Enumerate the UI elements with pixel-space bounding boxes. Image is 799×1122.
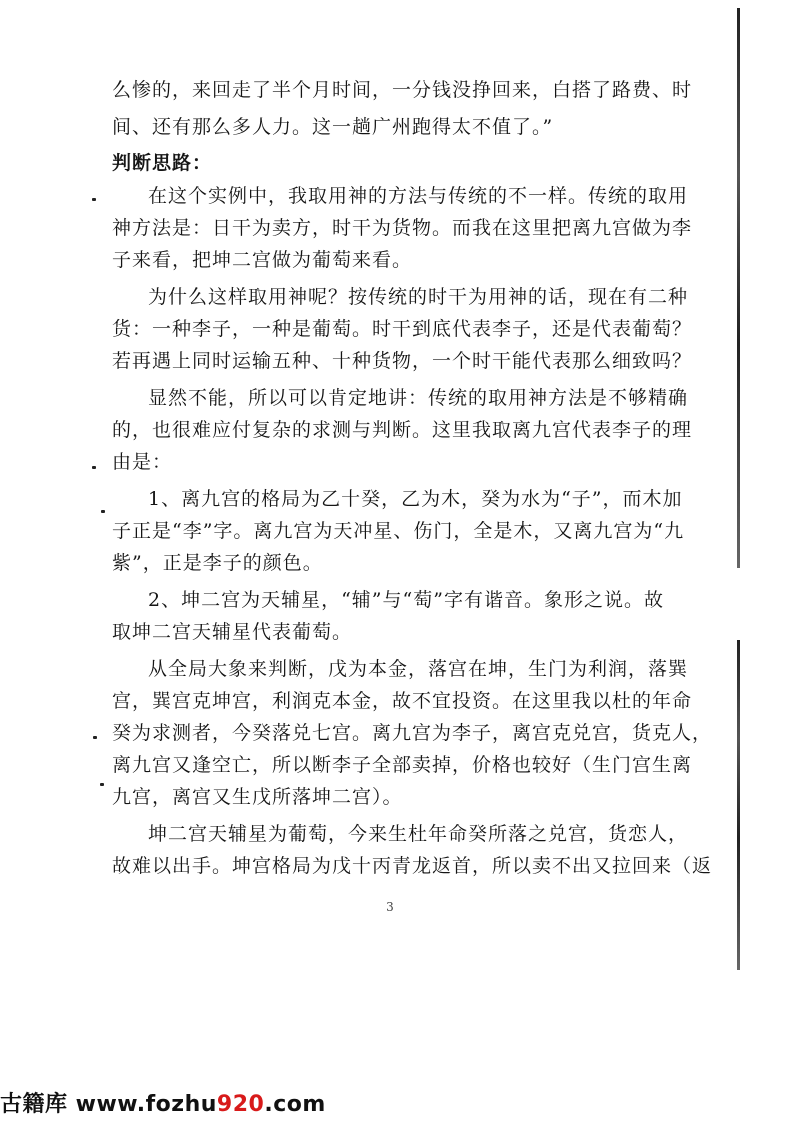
text-line: 的，也很难应付复杂的求测与判断。这里我取离九宫代表李子的理: [112, 419, 693, 441]
text-line: 宫，巽宫克坤宫，利润克本金，故不宜投资。在这里我以杜的年命: [112, 690, 693, 712]
paragraph-start: 显然不能，所以可以肯定地讲：传统的取用神方法是不够精确: [148, 387, 689, 409]
text-line: 子正是“李”字。离九宫为天冲星、伤门，全是木，又离九宫为“九: [112, 520, 685, 542]
text-line: 若再遇上同时运输五种、十种货物，一个时干能代表那么细致吗？: [112, 350, 693, 372]
text-line: 取坤二宫天辅星代表葡萄。: [112, 621, 353, 643]
watermark-suffix: .com: [264, 1092, 326, 1117]
text-line: 故难以出手。坤宫格局为戊十丙青龙返首，所以卖不出又拉回来（返: [112, 855, 713, 877]
scan-speck: [100, 783, 104, 786]
paragraph-start: 在这个实例中，我取用神的方法与传统的不一样。传统的取用: [148, 185, 689, 207]
scan-speck: [92, 198, 96, 201]
text-line: 由是：: [112, 451, 173, 473]
scan-edge-mark-top: [737, 8, 740, 568]
paragraph-start: 从全局大象来判断，戊为本金，落宫在坤，生门为利润，落巽: [148, 658, 689, 680]
scan-edge-mark-bottom: [737, 640, 740, 970]
scan-speck: [93, 736, 97, 739]
text-line: 子来看，把坤二宫做为葡萄来看。: [112, 249, 413, 271]
text-line: 紫”，正是李子的颜色。: [112, 552, 323, 574]
site-watermark: [0, 1087, 326, 1118]
watermark-number: 920: [216, 1092, 265, 1117]
page-number: 3: [386, 900, 394, 914]
scan-speck: [92, 466, 96, 469]
text-line: 癸为求测者，今癸落兑七宫。离九宫为李子，离宫克兑宫，货克人，: [112, 722, 713, 744]
text-line: 九宫，离宫又生戊所落坤二宫）。: [112, 786, 403, 808]
text-line: 间、还有那么多人力。这一趟广州跑得太不值了。”: [112, 116, 554, 138]
watermark-prefix: 古籍库 www.fozhu: [0, 1092, 217, 1117]
scan-speck: [101, 510, 105, 513]
paragraph-start: 2、坤二宫为天辅星，“辅”与“萄”字有谐音。象形之说。故: [148, 589, 664, 611]
text-line: 神方法是：日干为卖方，时干为货物。而我在这里把离九宫做为李: [112, 217, 693, 239]
text-line: 么惨的，来回走了半个月时间，一分钱没挣回来，白搭了路费、时: [112, 79, 693, 101]
paragraph-start: 为什么这样取用神呢？按传统的时干为用神的话，现在有二种: [148, 286, 689, 308]
paragraph-start: 1、离九宫的格局为乙十癸，乙为木，癸为水为“子”，而木加: [148, 488, 683, 510]
text-line: 离九宫又逢空亡，所以断李子全部卖掉，价格也较好（生门宫生离: [112, 754, 693, 776]
section-heading: 判断思路：: [112, 152, 213, 174]
text-line: 货：一种李子，一种是葡萄。时干到底代表李子，还是代表葡萄？: [112, 318, 693, 340]
paragraph-start: 坤二宫天辅星为葡萄，今来生杜年命癸所落之兑宫，货恋人，: [148, 823, 689, 845]
